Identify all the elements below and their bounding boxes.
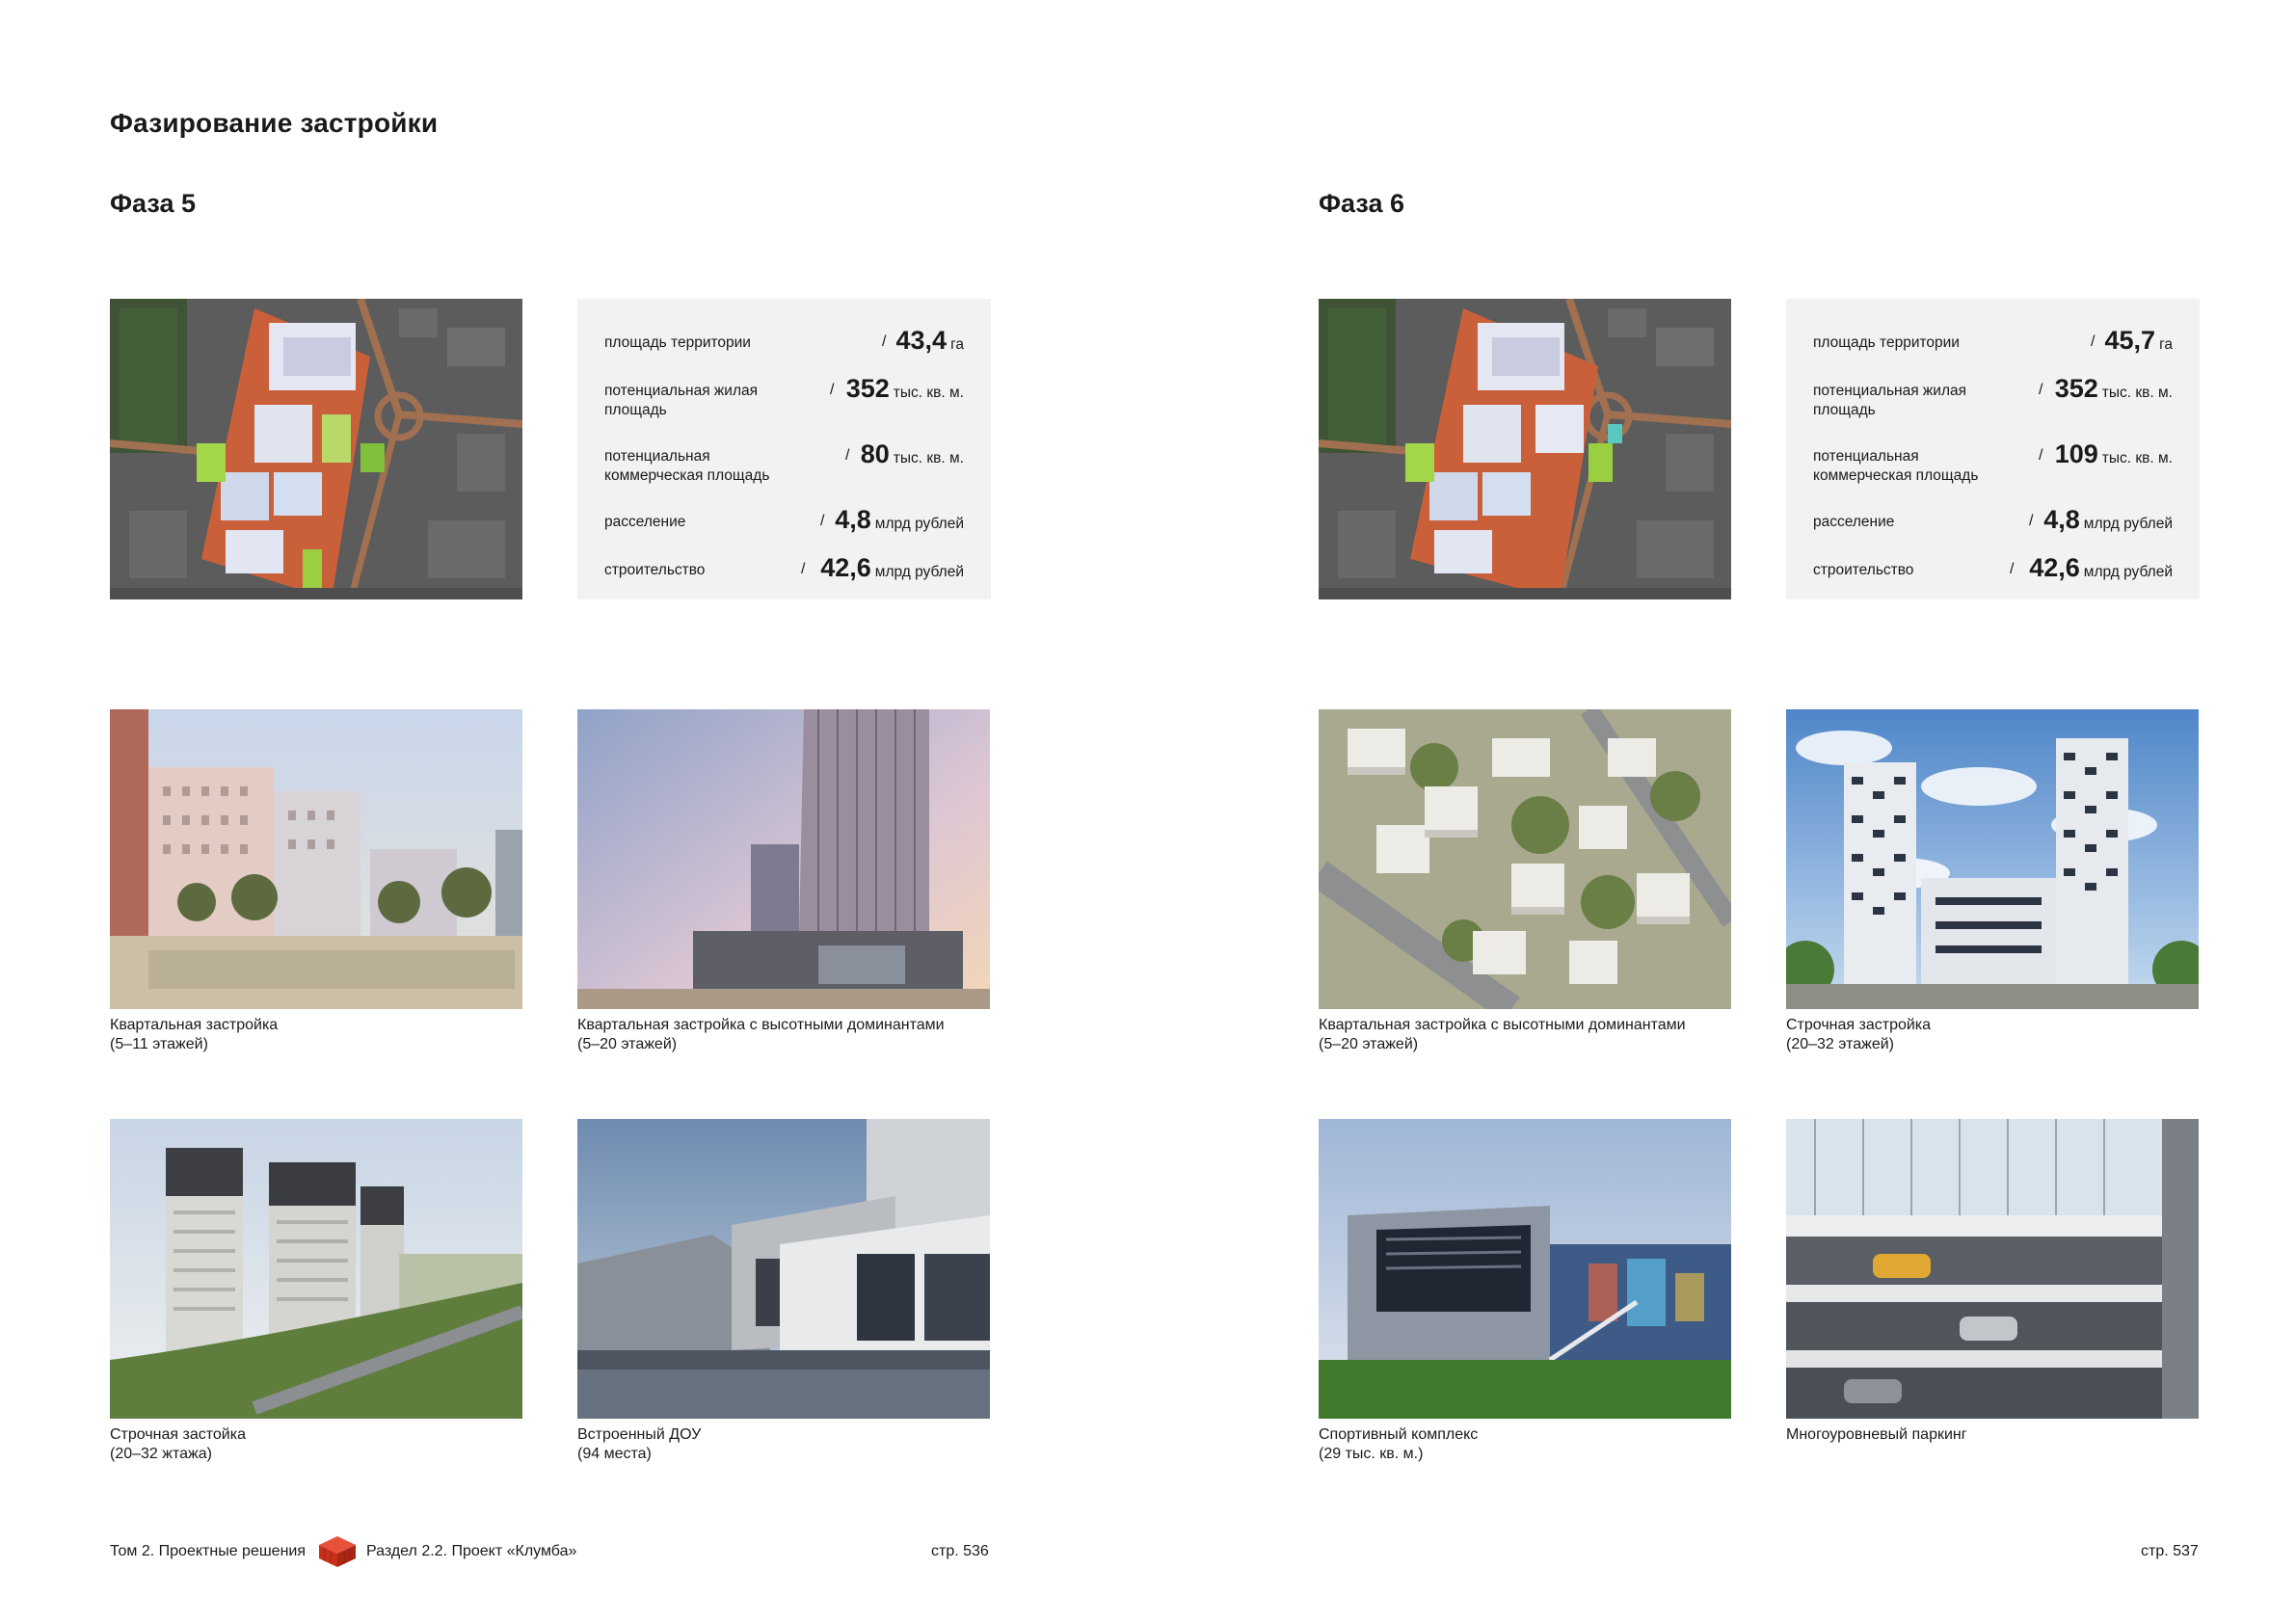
footer-section: Раздел 2.2. Проект «Клумба» <box>366 1543 577 1559</box>
photo-caption <box>1786 1016 2210 1054</box>
stat-label: площадь территории <box>604 334 751 351</box>
stat-separator: / <box>2091 333 2096 350</box>
page-number-left: стр. 536 <box>931 1543 989 1559</box>
photo-aerial-quarter <box>1319 709 1731 1009</box>
project-logo-icon <box>317 1534 358 1569</box>
phase-6-site-plan <box>1319 299 1731 599</box>
photo-caption <box>1319 1425 1743 1464</box>
page-title: Фазирование застройки <box>110 108 439 138</box>
caption-line-1: Квартальная застройка <box>110 1017 279 1033</box>
stat-separator: / <box>2029 513 2034 529</box>
photo-multilevel-parking <box>1786 1119 2199 1419</box>
stat-separator: / <box>845 447 850 464</box>
page-number-right: стр. 537 <box>2141 1543 2199 1559</box>
stat-label: строительство <box>1813 562 1914 578</box>
stat-unit: га <box>2159 336 2173 353</box>
photo-row-towers <box>1786 709 2199 1009</box>
stat-row-area <box>1813 318 2173 366</box>
stat-value <box>2029 553 2173 583</box>
phase-5-title: Фаза 5 <box>110 189 196 218</box>
caption-line-2: (20–32 этажей) <box>1786 1036 1894 1052</box>
phase-5-site-plan <box>110 299 522 599</box>
stat-number: 42,6 <box>820 553 871 582</box>
stat-unit: млрд рублей <box>874 564 964 580</box>
stat-number: 45,7 <box>2104 326 2156 355</box>
caption-line-1: Многоуровневый паркинг <box>1786 1426 1967 1443</box>
caption-line-2: (5–11 этажей) <box>110 1036 208 1052</box>
stat-unit: млрд рублей <box>874 516 964 532</box>
stat-row-residential <box>1813 366 2173 432</box>
phase-6-stats-panel <box>1786 299 2200 599</box>
stat-number: 4,8 <box>835 505 871 534</box>
stat-label: строительство <box>604 562 706 578</box>
stat-unit: тыс. кв. м. <box>2101 385 2173 401</box>
stat-label: потенциальная жилая площадь <box>604 383 759 418</box>
stat-number: 43,4 <box>895 326 948 355</box>
stat-separator: / <box>2010 561 2015 577</box>
photo-highrise-dominant <box>577 709 990 1009</box>
stat-separator: / <box>2039 382 2043 398</box>
stat-row-construction <box>604 545 964 594</box>
stat-separator: / <box>801 561 806 577</box>
stat-value <box>2043 505 2173 535</box>
stat-value <box>835 505 964 535</box>
photo-caption <box>110 1425 534 1464</box>
stat-row-construction <box>1813 545 2173 594</box>
photo-kindergarten <box>577 1119 990 1419</box>
stat-unit: тыс. кв. м. <box>893 385 964 401</box>
stat-number: 109 <box>2054 439 2098 468</box>
stat-number: 352 <box>845 374 890 403</box>
stat-separator: / <box>882 333 887 350</box>
stat-label: расселение <box>604 514 686 530</box>
stat-unit: тыс. кв. м. <box>893 450 964 466</box>
stat-value <box>896 326 965 356</box>
stat-row-resettlement <box>604 497 964 545</box>
stat-unit: тыс. кв. м. <box>2101 450 2173 466</box>
stat-number: 4,8 <box>2043 505 2080 534</box>
photo-quarter-buildings <box>110 709 522 1009</box>
stat-value <box>861 439 964 469</box>
stat-value <box>820 553 964 583</box>
stat-label: площадь территории <box>1813 334 1960 351</box>
caption-line-2: (5–20 этажей) <box>1319 1036 1419 1052</box>
stat-row-commercial <box>1813 432 2173 497</box>
stat-number: 80 <box>860 439 890 468</box>
stat-row-residential <box>604 366 964 432</box>
stat-number: 352 <box>2054 374 2098 403</box>
caption-line-2: (94 места) <box>577 1446 652 1462</box>
photo-caption <box>577 1425 1001 1464</box>
phase-5-stats-panel <box>577 299 991 599</box>
stat-row-resettlement <box>1813 497 2173 545</box>
photo-sports-complex <box>1319 1119 1731 1419</box>
caption-line-2: (29 тыс. кв. м.) <box>1319 1446 1424 1462</box>
stat-number: 42,6 <box>2029 553 2080 582</box>
caption-line-1: Строчная застойка <box>110 1426 246 1443</box>
caption-line-2: (20–32 жтажа) <box>110 1446 212 1462</box>
stat-value <box>2055 439 2173 469</box>
stat-value <box>2055 374 2173 404</box>
phase-6-title: Фаза 6 <box>1319 189 1404 218</box>
footer-volume: Том 2. Проектные решения <box>110 1543 307 1559</box>
stat-label: расселение <box>1813 514 1895 530</box>
caption-line-1: Квартальная застройка с высотными доминантами <box>1319 1017 1686 1033</box>
photo-caption <box>1786 1425 2210 1445</box>
photo-caption <box>110 1016 534 1054</box>
stat-separator: / <box>820 513 825 529</box>
photo-caption <box>577 1016 1001 1054</box>
stat-unit: га <box>950 336 964 353</box>
caption-line-1: Спортивный комплекс <box>1319 1426 1479 1443</box>
stat-unit: млрд рублей <box>2083 516 2173 532</box>
photo-tower-blocks <box>110 1119 522 1419</box>
stat-label: потенциальная коммерческая площадь <box>604 448 770 484</box>
stat-label: потенциальная жилая площадь <box>1813 383 1967 418</box>
caption-line-2: (5–20 этажей) <box>577 1036 678 1052</box>
stat-value <box>846 374 964 404</box>
caption-line-1: Встроенный ДОУ <box>577 1426 702 1443</box>
stat-label: потенциальная коммерческая площадь <box>1813 448 1979 484</box>
stat-separator: / <box>2039 447 2043 464</box>
photo-caption <box>1319 1016 1743 1054</box>
stat-row-commercial <box>604 432 964 497</box>
stat-unit: млрд рублей <box>2083 564 2173 580</box>
stat-separator: / <box>830 382 835 398</box>
stat-value <box>2105 326 2174 356</box>
caption-line-1: Строчная застройка <box>1786 1017 1932 1033</box>
stat-row-area <box>604 318 964 366</box>
caption-line-1: Квартальная застройка с высотными доминантами <box>577 1017 945 1033</box>
